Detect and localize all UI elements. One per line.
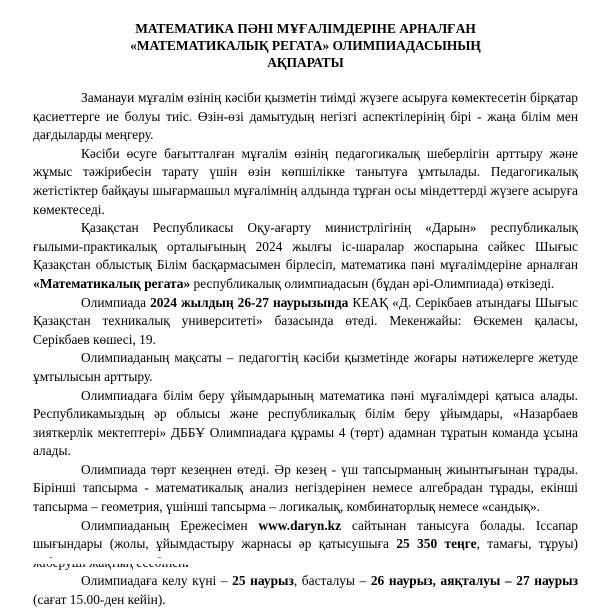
document-title (33, 20, 578, 71)
schedule-text-a: Олимпиадаға келу күні – (81, 573, 233, 589)
organizer-text-c: республикалық олимпиадасын (бұдан әрі-Олимпиада) өткізеді. (190, 275, 555, 291)
arrival-date: 25 наурыз (232, 573, 294, 589)
title-line-1: МАТЕМАТИКА ПӘНІ МҰҒАЛІМДЕРІНЕ АРНАЛҒАН (135, 21, 476, 36)
olympiad-name: «Математикалық регата» (33, 275, 191, 291)
date-text-a: Олимпиада (81, 294, 151, 310)
rules-text-e: , тамағы, тұруы) (476, 536, 578, 552)
paragraph-stages: Олимпиада төрт кезеңнен өтеді. Әр кезең - үш тапсырманың жиынтығынан тұрады. Бірінші тапсырма - математикалық анализ негіздерінен немесе алгебрадан тұрады, екінші тапсырма – геометрия, үшінші тапсырма – логикалық, комбинаторлық немесе «сандық». (33, 461, 578, 515)
paragraph-organizer (33, 219, 578, 293)
paragraph-goal: Олимпиаданың мақсаты – педагогтің кәсіби қызметінде жоғары нәтижелерге жетуде ұмтылысын арттыру. (33, 350, 578, 384)
date-text-c: КЕАҚ «Д. Серікбаев атындағы Шығыс Қазақстан техникалық университеті» базасында өтеді. Мекенжайы: Өскемен қаласы, Серікбаев көшесі, 19. (33, 294, 578, 347)
website-link[interactable]: www.daryn.kz (258, 517, 342, 533)
paragraph-intro: Заманауи мұғалім өзінің кәсіби қызметін тиімді жүзеге асыруға көмектесетін бірқатар қасиеттерге ие болуы тиіс. Өзін-өзі дамытудың негізгі аспектілерінің бірі - жаңа білім мен дағдыларды меңгеру. (33, 90, 578, 143)
paragraph-schedule (33, 572, 578, 609)
page-bottom-edge (0, 558, 611, 564)
start-end-dates: 26 наурыз, аяқталуы – 27 наурыз (370, 573, 578, 589)
fee-amount: 25 350 теңге (396, 536, 477, 552)
organizer-text-a: Қазақстан Республикасы Оқу-ағарту министрлігінің «Дарын» республикалық ғылыми-практикалық орталығының 2024 жылғы іс-шаралар жоспарына сәйкес Шығыс Қазақстан облыстық Білім басқармасымен бірлесіп, математика пәні мұғалімдеріне арналған (33, 220, 578, 273)
title-line-3: АҚПАРАТЫ (267, 55, 344, 70)
schedule-text-e: (сағат 15.00-ден кейін). (33, 592, 166, 608)
paragraph-rules-costs (33, 517, 578, 573)
title-line-2: «МАТЕМАТИКАЛЫҚ РЕГАТА» ОЛИМПИАДАСЫНЫҢ (130, 38, 481, 53)
schedule-text-c: , басталуы – (293, 573, 371, 589)
paragraph-date-venue (33, 294, 578, 350)
paragraph-growth: Кәсіби өсуге бағытталған мұғалім өзінің педагогикалық шеберлігін арттыру және жұмыс тәжірибесін тарату үшін өзін көпшілікке танытуға ұмтылады. Педагогикалық жетістіктер байқауы шығармашыл мұғалімнің алдында тұрған осы міндеттерді жүзеге асыруға көмектеседі. (33, 145, 578, 217)
rules-text-c: сайтынан танысуға болады. Іссапар шығындары (жолы, ұйымдастыру жарнасы әр қатысушыға (33, 517, 578, 552)
rules-text-a: Олимпиаданың Ережесімен (81, 517, 259, 533)
paragraph-participants: Олимпиадаға білім беру ұйымдарының математика пәні мұғалімдері қатыса алады. Республикамыздың әр облысы және республикалық білім беру ұйымдары, «Назарбаев зияткерлік мектептері» ДББҰ Олимпиадаға құрамы 4 (төрт) адамнан тұратын команда ұсына алады. (33, 387, 578, 459)
olympiad-dates: 2024 жылдың 26-27 наурызында (150, 294, 349, 310)
